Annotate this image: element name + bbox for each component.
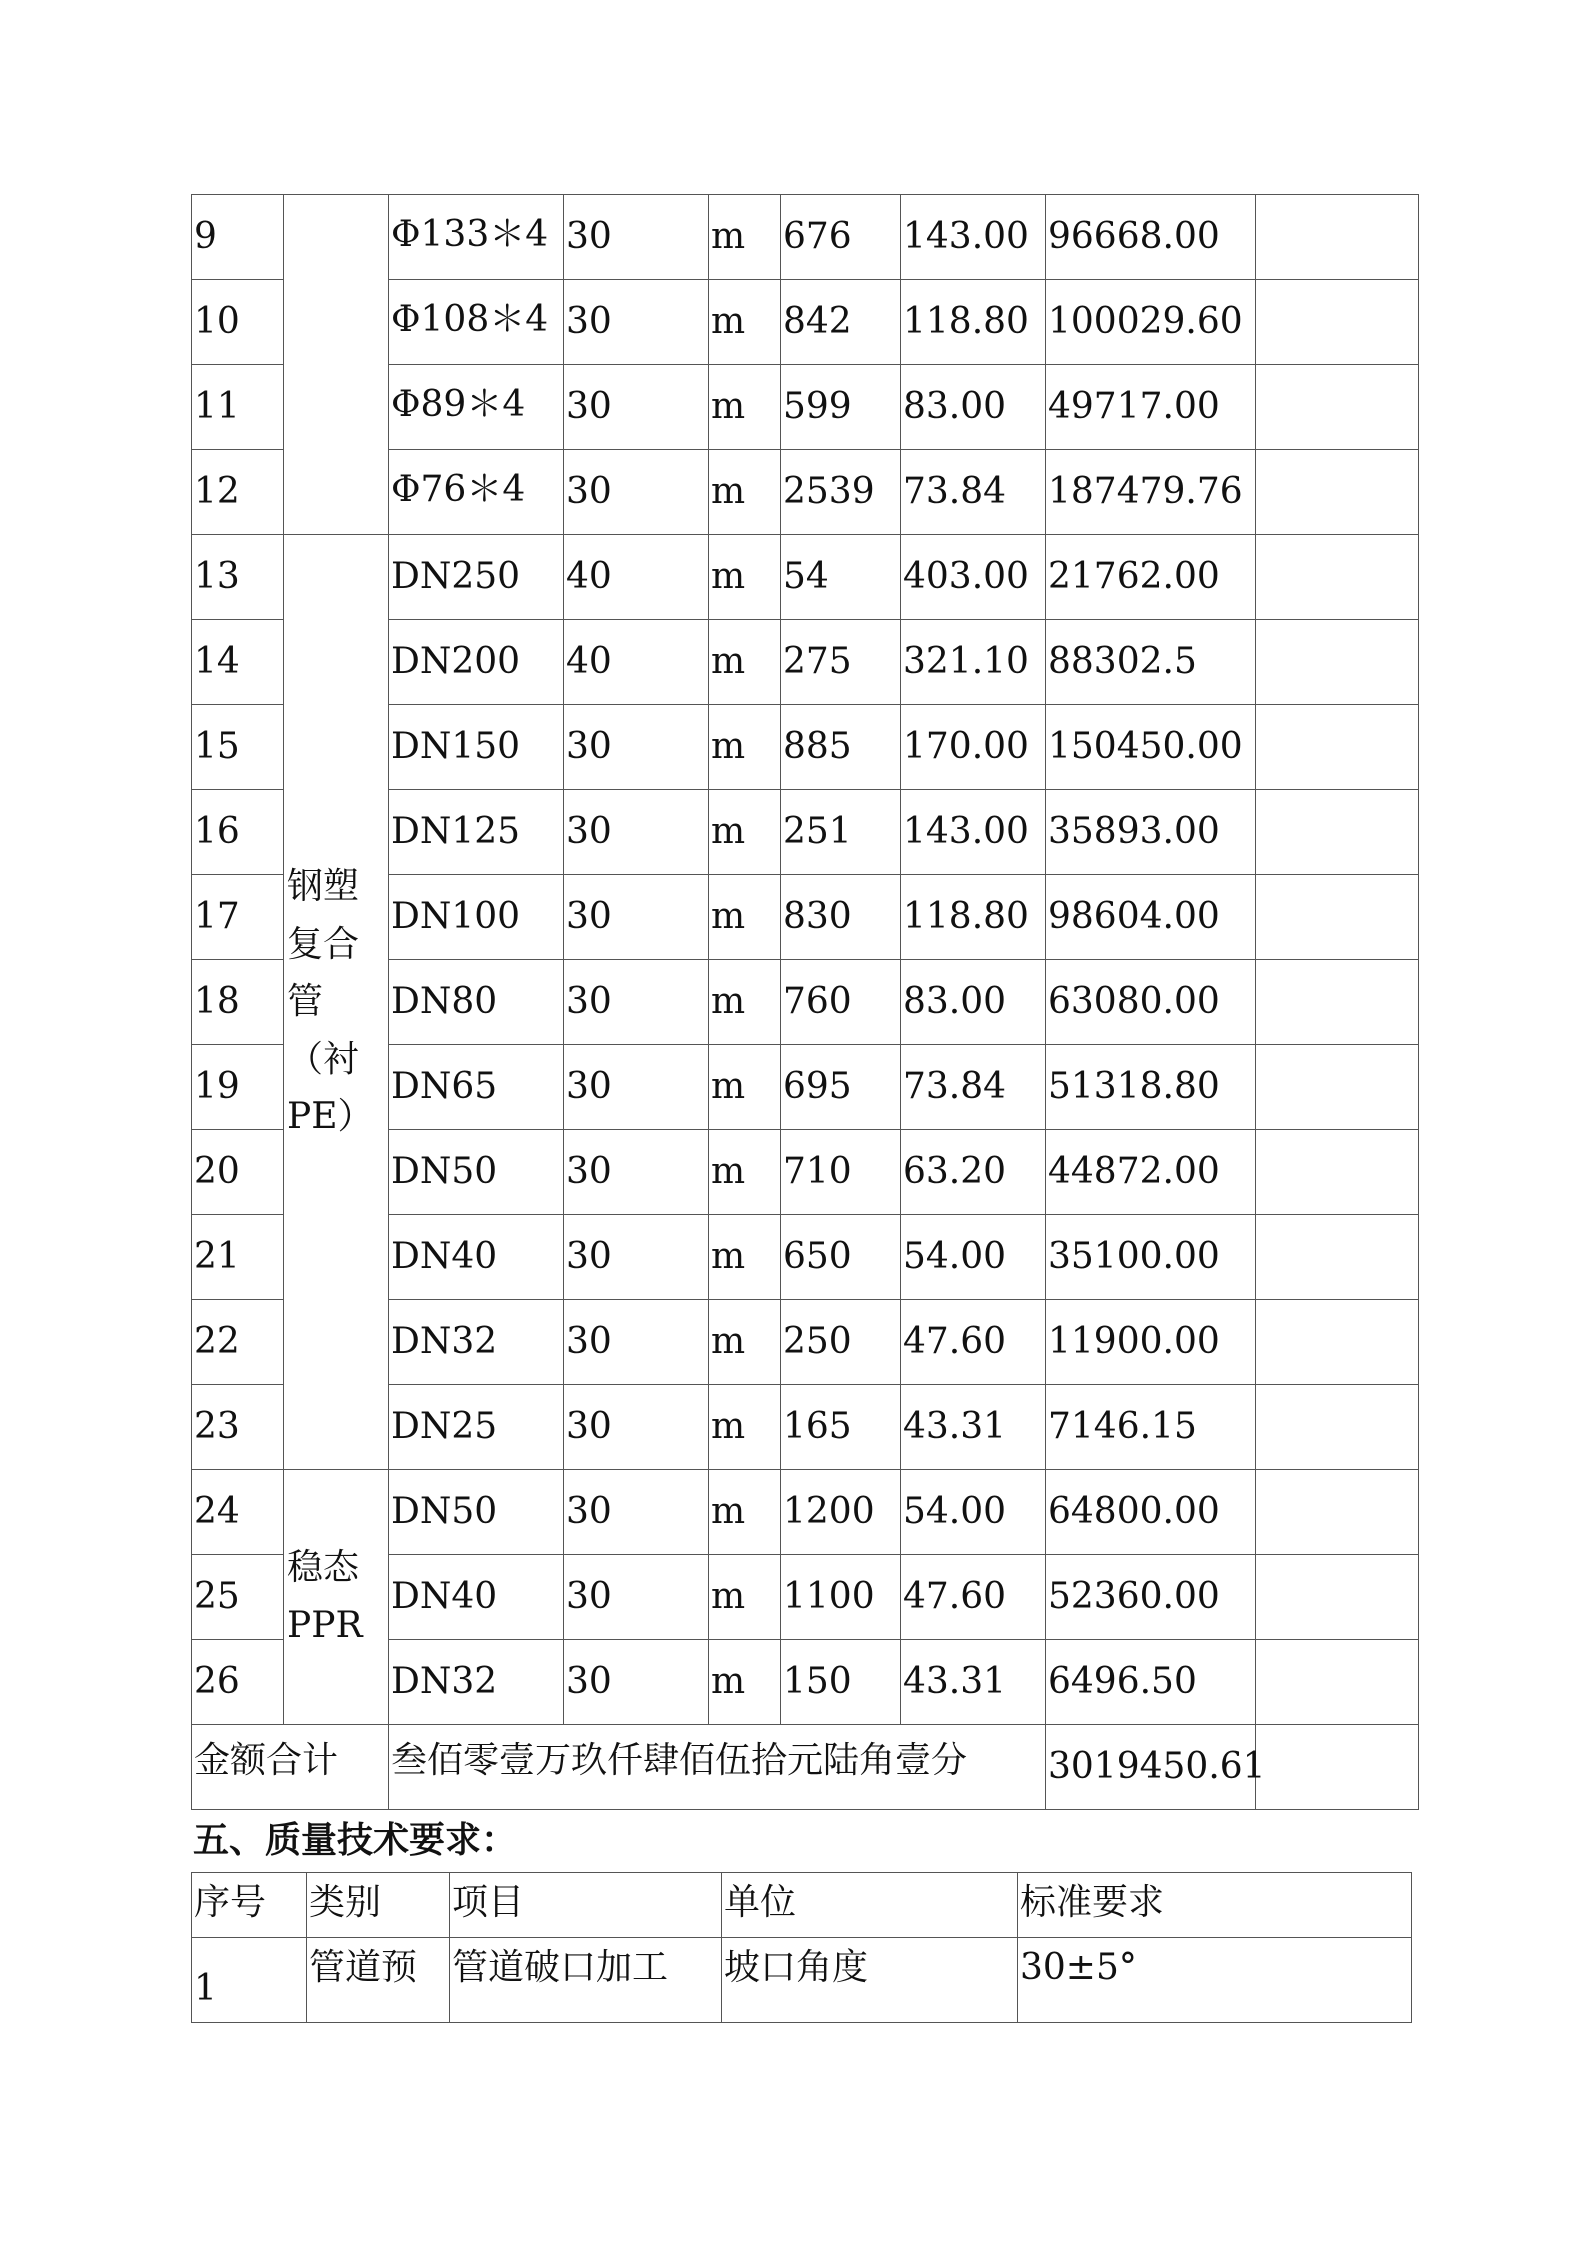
req-category-cell: 管道预 (307, 1938, 450, 2023)
column-header: 单位 (722, 1873, 1018, 1938)
table-row (192, 1470, 1419, 1555)
spec-cell: DN250 (389, 535, 564, 620)
req-no-cell: 1 (192, 1938, 307, 2023)
note-cell (1256, 450, 1419, 535)
note-cell (1256, 535, 1419, 620)
row-number-cell: 20 (192, 1130, 284, 1215)
qty2-cell: 165 (781, 1385, 901, 1470)
note-cell (1256, 365, 1419, 450)
column-header: 标准要求 (1018, 1873, 1412, 1938)
qty1-cell: 30 (564, 1045, 709, 1130)
qty2-cell: 251 (781, 790, 901, 875)
note-cell (1256, 960, 1419, 1045)
price-cell: 403.00 (901, 535, 1046, 620)
qty1-cell: 30 (564, 1130, 709, 1215)
row-number-cell: 21 (192, 1215, 284, 1300)
amount-cell: 98604.00 (1046, 875, 1256, 960)
amount-cell: 64800.00 (1046, 1470, 1256, 1555)
note-cell (1256, 280, 1419, 365)
price-cell: 54.00 (901, 1470, 1046, 1555)
spec-cell: DN100 (389, 875, 564, 960)
spec-cell: DN80 (389, 960, 564, 1045)
category-cell-lined-pipe: 钢塑复合管（衬PE） (284, 535, 389, 1470)
unit-cell: m (709, 1640, 781, 1725)
req-standard-cell: 30±5° (1018, 1938, 1412, 2023)
qty1-cell: 30 (564, 875, 709, 960)
spec-cell: DN40 (389, 1555, 564, 1640)
spec-cell: Φ108＊4 (389, 280, 564, 365)
qty1-cell: 40 (564, 535, 709, 620)
price-cell: 43.31 (901, 1385, 1046, 1470)
unit-cell: m (709, 1130, 781, 1215)
note-cell (1256, 1215, 1419, 1300)
amount-cell: 35893.00 (1046, 790, 1256, 875)
unit-cell: m (709, 1385, 781, 1470)
spec-cell: DN40 (389, 1215, 564, 1300)
column-header: 类别 (307, 1873, 450, 1938)
amount-cell: 96668.00 (1046, 195, 1256, 280)
note-cell (1256, 1300, 1419, 1385)
price-cell: 118.80 (901, 875, 1046, 960)
qty1-cell: 30 (564, 1470, 709, 1555)
spec-cell: DN50 (389, 1130, 564, 1215)
amount-cell: 7146.15 (1046, 1385, 1256, 1470)
price-cell: 118.80 (901, 280, 1046, 365)
amount-cell: 187479.76 (1046, 450, 1256, 535)
unit-cell: m (709, 1215, 781, 1300)
total-words: 叁佰零壹万玖仟肆佰伍拾元陆角壹分 (389, 1725, 1046, 1810)
unit-cell: m (709, 195, 781, 280)
note-cell (1256, 1470, 1419, 1555)
qty1-cell: 30 (564, 280, 709, 365)
section-title: 五、质量技术要求： (193, 1820, 518, 1861)
unit-cell: m (709, 1470, 781, 1555)
table-row (192, 195, 1419, 280)
row-number-cell: 19 (192, 1045, 284, 1130)
note-cell (1256, 620, 1419, 705)
amount-cell: 51318.80 (1046, 1045, 1256, 1130)
note-cell (1256, 1130, 1419, 1215)
qty2-cell: 830 (781, 875, 901, 960)
qty1-cell: 30 (564, 960, 709, 1045)
qty1-cell: 30 (564, 365, 709, 450)
qty1-cell: 30 (564, 1385, 709, 1470)
qty1-cell: 30 (564, 1215, 709, 1300)
header-row (192, 1873, 1412, 1938)
price-cell: 73.84 (901, 450, 1046, 535)
unit-cell: m (709, 1045, 781, 1130)
qty1-cell: 30 (564, 790, 709, 875)
row-number-cell: 9 (192, 195, 284, 280)
unit-cell: m (709, 450, 781, 535)
unit-cell: m (709, 365, 781, 450)
price-cell: 143.00 (901, 790, 1046, 875)
qty2-cell: 650 (781, 1215, 901, 1300)
amount-cell: 35100.00 (1046, 1215, 1256, 1300)
row-number-cell: 18 (192, 960, 284, 1045)
price-cell: 54.00 (901, 1215, 1046, 1300)
qty1-cell: 40 (564, 620, 709, 705)
row-number-cell: 10 (192, 280, 284, 365)
spec-cell: DN150 (389, 705, 564, 790)
note-cell (1256, 705, 1419, 790)
qty1-cell: 30 (564, 1555, 709, 1640)
note-cell (1256, 875, 1419, 960)
qty2-cell: 695 (781, 1045, 901, 1130)
qty2-cell: 150 (781, 1640, 901, 1725)
spec-cell: Φ76＊4 (389, 450, 564, 535)
row-number-cell: 11 (192, 365, 284, 450)
note-cell (1256, 1640, 1419, 1725)
row-number-cell: 24 (192, 1470, 284, 1555)
row-number-cell: 13 (192, 535, 284, 620)
price-cell: 43.31 (901, 1640, 1046, 1725)
qty2-cell: 760 (781, 960, 901, 1045)
amount-cell: 44872.00 (1046, 1130, 1256, 1215)
amount-cell: 11900.00 (1046, 1300, 1256, 1385)
unit-cell: m (709, 1555, 781, 1640)
table-row (192, 535, 1419, 620)
qty1-cell: 30 (564, 450, 709, 535)
price-cell: 47.60 (901, 1300, 1046, 1385)
amount-cell: 63080.00 (1046, 960, 1256, 1045)
spec-cell: Φ89＊4 (389, 365, 564, 450)
amount-cell: 150450.00 (1046, 705, 1256, 790)
column-header: 序号 (192, 1873, 307, 1938)
qty1-cell: 30 (564, 705, 709, 790)
note-cell (1256, 1555, 1419, 1640)
price-cell: 170.00 (901, 705, 1046, 790)
qty1-cell: 30 (564, 195, 709, 280)
price-cell: 321.10 (901, 620, 1046, 705)
row-number-cell: 22 (192, 1300, 284, 1385)
spec-cell: Φ133＊4 (389, 195, 564, 280)
total-label: 金额合计 (192, 1725, 389, 1810)
qty2-cell: 275 (781, 620, 901, 705)
row-number-cell: 12 (192, 450, 284, 535)
qty1-cell: 30 (564, 1300, 709, 1385)
row-number-cell: 26 (192, 1640, 284, 1725)
spec-cell: DN200 (389, 620, 564, 705)
req-unit-cell: 坡口角度 (722, 1938, 1018, 2023)
price-cell: 83.00 (901, 960, 1046, 1045)
row-number-cell: 23 (192, 1385, 284, 1470)
row-number-cell: 16 (192, 790, 284, 875)
qty2-cell: 676 (781, 195, 901, 280)
qty2-cell: 842 (781, 280, 901, 365)
spec-cell: DN32 (389, 1300, 564, 1385)
unit-cell: m (709, 535, 781, 620)
spec-cell: DN125 (389, 790, 564, 875)
price-table (191, 194, 1419, 1810)
price-cell: 47.60 (901, 1555, 1046, 1640)
amount-cell: 88302.5 (1046, 620, 1256, 705)
price-cell: 73.84 (901, 1045, 1046, 1130)
category-cell-blank (284, 195, 389, 535)
table-row (192, 1938, 1412, 2023)
total-row (192, 1725, 1419, 1810)
qty2-cell: 250 (781, 1300, 901, 1385)
req-item-cell: 管道破口加工 (450, 1938, 722, 2023)
unit-cell: m (709, 280, 781, 365)
spec-cell: DN65 (389, 1045, 564, 1130)
qty2-cell: 2539 (781, 450, 901, 535)
unit-cell: m (709, 960, 781, 1045)
column-header: 项目 (450, 1873, 722, 1938)
spec-cell: DN50 (389, 1470, 564, 1555)
note-cell (1256, 195, 1419, 280)
qty2-cell: 885 (781, 705, 901, 790)
unit-cell: m (709, 1300, 781, 1385)
row-number-cell: 15 (192, 705, 284, 790)
row-number-cell: 14 (192, 620, 284, 705)
unit-cell: m (709, 620, 781, 705)
unit-cell: m (709, 790, 781, 875)
qty2-cell: 1200 (781, 1470, 901, 1555)
amount-cell: 49717.00 (1046, 365, 1256, 450)
amount-cell: 100029.60 (1046, 280, 1256, 365)
qty2-cell: 710 (781, 1130, 901, 1215)
price-cell: 63.20 (901, 1130, 1046, 1215)
spec-cell: DN32 (389, 1640, 564, 1725)
qty1-cell: 30 (564, 1640, 709, 1725)
category-cell-ppr: 稳态PPR (284, 1470, 389, 1725)
spec-cell: DN25 (389, 1385, 564, 1470)
row-number-cell: 25 (192, 1555, 284, 1640)
qty2-cell: 599 (781, 365, 901, 450)
amount-cell: 52360.00 (1046, 1555, 1256, 1640)
price-cell: 83.00 (901, 365, 1046, 450)
amount-cell: 21762.00 (1046, 535, 1256, 620)
qty2-cell: 54 (781, 535, 901, 620)
price-cell: 143.00 (901, 195, 1046, 280)
qty2-cell: 1100 (781, 1555, 901, 1640)
unit-cell: m (709, 875, 781, 960)
unit-cell: m (709, 705, 781, 790)
amount-cell: 6496.50 (1046, 1640, 1256, 1725)
note-cell (1256, 1045, 1419, 1130)
total-value: 3019450.61 (1046, 1725, 1256, 1810)
row-number-cell: 17 (192, 875, 284, 960)
note-cell (1256, 790, 1419, 875)
note-cell (1256, 1385, 1419, 1470)
requirements-table (191, 1872, 1412, 2023)
note-cell (1256, 1725, 1419, 1810)
